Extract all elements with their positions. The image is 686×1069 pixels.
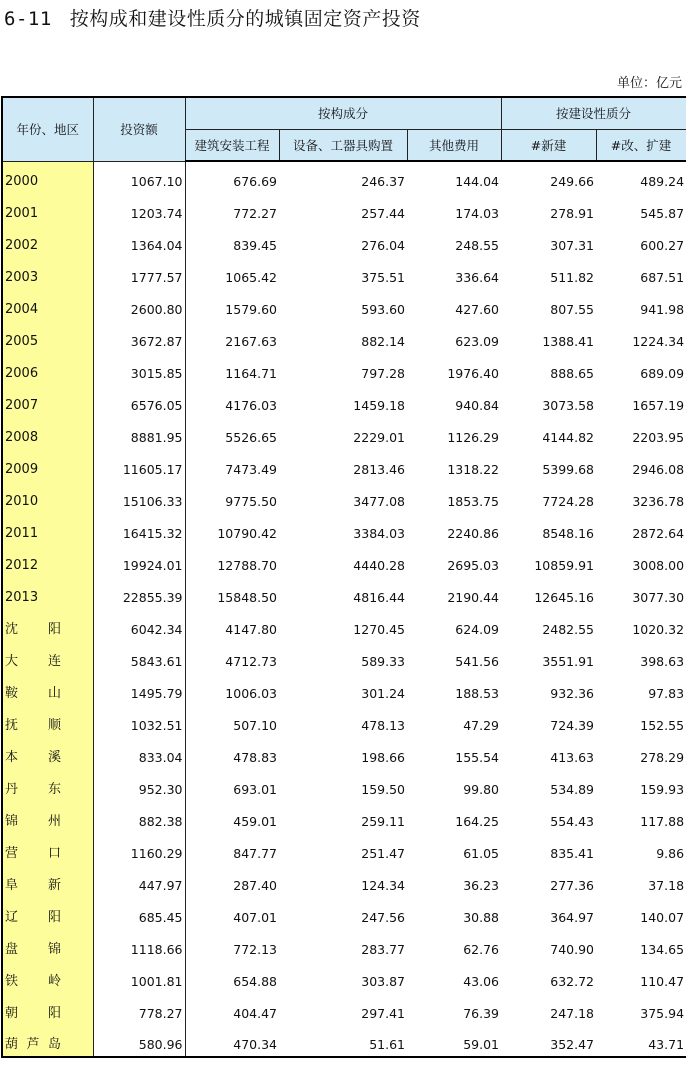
cell-new: 835.41	[550, 846, 595, 861]
cell-investment: 6576.05	[93, 385, 185, 417]
table-row	[2, 289, 686, 321]
cell-renovation: 110.47	[640, 974, 685, 989]
table-row	[2, 929, 686, 961]
cell-other: 164.25	[455, 814, 500, 829]
cell-equipment: 303.87	[361, 974, 405, 989]
table-number: 6-11	[4, 8, 52, 30]
cell-equipment: 51.61	[279, 1025, 407, 1057]
cell-renovation: 159.93	[640, 782, 685, 797]
cell-equipment: 246.37	[361, 174, 405, 189]
cell-other: 1318.22	[447, 462, 500, 477]
header-new: #新建	[501, 129, 596, 161]
cell-equipment: 259.11	[361, 814, 405, 829]
investment-table	[1, 96, 686, 1058]
row-label: 阜 新	[2, 865, 93, 897]
cell-renovation: 3008.00	[632, 558, 685, 573]
cell-investment: 8881.95	[93, 417, 185, 449]
page-title	[4, 4, 421, 31]
cell-new: 1388.41	[542, 334, 595, 349]
cell-equipment: 257.44	[361, 206, 405, 221]
table-row	[2, 449, 686, 481]
cell-new: 413.63	[550, 750, 595, 765]
row-label: 2001	[2, 193, 93, 225]
row-label: 本 溪	[2, 737, 93, 769]
cell-renovation: 97.83	[648, 686, 685, 701]
cell-renovation: 600.27	[640, 238, 685, 253]
cell-other: 61.05	[463, 846, 500, 861]
cell-investment: 685.45	[93, 897, 185, 929]
cell-equipment: 198.66	[361, 750, 405, 765]
cell-other: 1853.75	[447, 494, 500, 509]
cell-construction: 10790.42	[217, 526, 277, 541]
cell-construction: 1006.03	[225, 686, 277, 701]
cell-new: 554.43	[550, 814, 595, 829]
row-label: 大 连	[2, 641, 93, 673]
cell-new: 352.47	[501, 1025, 596, 1057]
cell-investment: 3672.87	[93, 321, 185, 353]
cell-construction: 7473.49	[225, 462, 277, 477]
cell-equipment: 4816.44	[353, 590, 405, 605]
cell-equipment: 283.77	[361, 942, 405, 957]
cell-equipment: 593.60	[361, 302, 405, 317]
cell-new: 724.39	[550, 718, 595, 733]
cell-equipment: 4440.28	[353, 558, 405, 573]
cell-other: 59.01	[407, 1025, 501, 1057]
row-label: 丹 东	[2, 769, 93, 801]
table-row	[2, 801, 686, 833]
row-label: 2000	[2, 161, 93, 193]
row-label: 铁 岭	[2, 961, 93, 993]
cell-renovation: 134.65	[640, 942, 685, 957]
table-row	[2, 577, 686, 609]
table-row	[2, 161, 686, 193]
cell-construction: 478.83	[233, 750, 277, 765]
cell-construction: 1164.71	[225, 366, 277, 381]
cell-new: 364.97	[550, 910, 595, 925]
cell-renovation: 152.55	[640, 718, 685, 733]
cell-construction: 4147.80	[225, 622, 277, 637]
cell-new: 247.18	[550, 1006, 595, 1021]
cell-construction: 693.01	[233, 782, 277, 797]
cell-construction: 407.01	[233, 910, 277, 925]
row-label: 2007	[2, 385, 93, 417]
table-body	[2, 161, 686, 1057]
cell-other: 2190.44	[447, 590, 500, 605]
cell-new: 12645.16	[534, 590, 595, 605]
cell-other: 940.84	[455, 398, 500, 413]
row-label: 2010	[2, 481, 93, 513]
cell-other: 144.04	[455, 174, 500, 189]
cell-new: 511.82	[550, 270, 595, 285]
table-row	[2, 865, 686, 897]
cell-other: 623.09	[455, 334, 500, 349]
cell-investment: 22855.39	[93, 577, 185, 609]
cell-investment: 11605.17	[93, 449, 185, 481]
cell-other: 541.56	[455, 654, 500, 669]
table-row	[2, 481, 686, 513]
cell-construction: 15848.50	[217, 590, 277, 605]
cell-renovation: 1224.34	[632, 334, 685, 349]
cell-renovation: 2872.64	[632, 526, 685, 541]
cell-construction: 1065.42	[225, 270, 277, 285]
row-label: 朝 阳	[2, 993, 93, 1025]
cell-construction: 4712.73	[225, 654, 277, 669]
row-label: 2008	[2, 417, 93, 449]
unit-label: 单位：亿元	[616, 76, 682, 91]
cell-construction: 287.40	[233, 878, 277, 893]
cell-equipment: 297.41	[361, 1006, 405, 1021]
cell-equipment: 589.33	[361, 654, 405, 669]
cell-equipment: 301.24	[361, 686, 405, 701]
header-renovation: #改、扩建	[596, 129, 686, 161]
cell-other: 99.80	[463, 782, 500, 797]
cell-new: 8548.16	[542, 526, 595, 541]
header-by-nature: 按建设性质分	[501, 97, 686, 129]
header-by-composition: 按构成分	[185, 97, 501, 129]
row-label: 2009	[2, 449, 93, 481]
cell-investment: 1495.79	[93, 673, 185, 705]
cell-other: 427.60	[455, 302, 500, 317]
cell-investment: 1032.51	[93, 705, 185, 737]
cell-new: 3073.58	[542, 398, 595, 413]
table-row	[2, 513, 686, 545]
cell-construction: 676.69	[233, 174, 277, 189]
cell-investment: 1364.04	[93, 225, 185, 257]
table-row	[2, 705, 686, 737]
cell-equipment: 375.51	[361, 270, 405, 285]
cell-equipment: 251.47	[361, 846, 405, 861]
cell-construction: 507.10	[233, 718, 277, 733]
cell-new: 4144.82	[542, 430, 595, 445]
cell-investment: 447.97	[93, 865, 185, 897]
cell-new: 278.91	[550, 206, 595, 221]
cell-investment: 1160.29	[93, 833, 185, 865]
row-label: 沈 阳	[2, 609, 93, 641]
cell-renovation: 140.07	[640, 910, 685, 925]
row-label: 盘 锦	[2, 929, 93, 961]
cell-investment: 833.04	[93, 737, 185, 769]
row-label: 辽 阳	[2, 897, 93, 929]
cell-construction: 459.01	[233, 814, 277, 829]
cell-renovation: 278.29	[640, 750, 685, 765]
header-equipment: 设备、工器具购置	[279, 129, 407, 161]
table-row	[2, 737, 686, 769]
cell-new: 2482.55	[542, 622, 595, 637]
row-label: 2012	[2, 545, 93, 577]
cell-other: 174.03	[455, 206, 500, 221]
table-row	[2, 609, 686, 641]
cell-construction: 404.47	[233, 1006, 277, 1021]
row-label: 鞍 山	[2, 673, 93, 705]
cell-renovation: 941.98	[640, 302, 685, 317]
row-label: 2003	[2, 257, 93, 289]
row-label: 锦 州	[2, 801, 93, 833]
header-year-region: 年份、地区	[2, 97, 93, 161]
cell-investment: 2600.80	[93, 289, 185, 321]
cell-other: 76.39	[463, 1006, 500, 1021]
cell-new: 888.65	[550, 366, 595, 381]
cell-new: 307.31	[550, 238, 595, 253]
cell-other: 155.54	[455, 750, 500, 765]
cell-other: 2240.86	[447, 526, 500, 541]
cell-construction: 847.77	[233, 846, 277, 861]
header-construction: 建筑安装工程	[185, 129, 279, 161]
cell-new: 740.90	[550, 942, 595, 957]
cell-equipment: 159.50	[361, 782, 405, 797]
cell-renovation: 489.24	[640, 174, 685, 189]
cell-other: 1976.40	[447, 366, 500, 381]
cell-equipment: 124.34	[361, 878, 405, 893]
table-row	[2, 353, 686, 385]
row-label: 葫 芦 岛	[2, 1025, 93, 1057]
cell-construction: 654.88	[233, 974, 277, 989]
cell-new: 7724.28	[542, 494, 595, 509]
cell-investment: 1777.57	[93, 257, 185, 289]
cell-construction: 9775.50	[225, 494, 277, 509]
cell-renovation: 545.87	[640, 206, 685, 221]
cell-equipment: 478.13	[361, 718, 405, 733]
cell-investment: 19924.01	[93, 545, 185, 577]
cell-construction: 470.34	[185, 1025, 279, 1057]
cell-equipment: 247.56	[361, 910, 405, 925]
table-row	[2, 545, 686, 577]
table-row	[2, 225, 686, 257]
cell-other: 188.53	[455, 686, 500, 701]
cell-equipment: 1270.45	[353, 622, 405, 637]
table-row	[2, 961, 686, 993]
cell-construction: 772.27	[233, 206, 277, 221]
row-label: 2004	[2, 289, 93, 321]
cell-equipment: 882.14	[361, 334, 405, 349]
table-row	[2, 769, 686, 801]
header-investment: 投资额	[93, 97, 185, 161]
cell-investment: 778.27	[93, 993, 185, 1025]
cell-new: 277.36	[550, 878, 595, 893]
cell-new: 534.89	[550, 782, 595, 797]
cell-renovation: 117.88	[640, 814, 685, 829]
cell-renovation: 3236.78	[632, 494, 685, 509]
table-row	[2, 417, 686, 449]
row-label: 2013	[2, 577, 93, 609]
header-other: 其他费用	[407, 129, 501, 161]
cell-investment: 16415.32	[93, 513, 185, 545]
row-label: 2002	[2, 225, 93, 257]
cell-renovation: 1020.32	[632, 622, 685, 637]
table-row	[2, 897, 686, 929]
cell-construction: 839.45	[233, 238, 277, 253]
cell-new: 10859.91	[534, 558, 595, 573]
cell-new: 807.55	[550, 302, 595, 317]
cell-equipment: 1459.18	[353, 398, 405, 413]
cell-renovation: 398.63	[640, 654, 685, 669]
cell-investment: 882.38	[93, 801, 185, 833]
cell-other: 1126.29	[447, 430, 500, 445]
cell-renovation: 2946.08	[632, 462, 685, 477]
cell-other: 248.55	[455, 238, 500, 253]
cell-renovation: 689.09	[640, 366, 685, 381]
cell-construction: 5526.65	[225, 430, 277, 445]
cell-investment: 5843.61	[93, 641, 185, 673]
cell-investment: 580.96	[93, 1025, 185, 1057]
cell-investment: 6042.34	[93, 609, 185, 641]
cell-investment: 1118.66	[93, 929, 185, 961]
cell-investment: 15106.33	[93, 481, 185, 513]
table-row	[2, 833, 686, 865]
cell-construction: 772.13	[233, 942, 277, 957]
cell-investment: 1203.74	[93, 193, 185, 225]
table-row	[2, 321, 686, 353]
cell-equipment: 797.28	[361, 366, 405, 381]
cell-renovation: 375.94	[640, 1006, 685, 1021]
cell-new: 632.72	[550, 974, 595, 989]
cell-investment: 1001.81	[93, 961, 185, 993]
cell-equipment: 2813.46	[353, 462, 405, 477]
table-title: 按构成和建设性质分的城镇固定资产投资	[69, 8, 421, 30]
cell-other: 336.64	[455, 270, 500, 285]
row-label: 2006	[2, 353, 93, 385]
cell-equipment: 3384.03	[353, 526, 405, 541]
cell-renovation: 687.51	[640, 270, 685, 285]
cell-construction: 4176.03	[225, 398, 277, 413]
cell-renovation: 9.86	[656, 846, 685, 861]
cell-construction: 12788.70	[217, 558, 277, 573]
cell-renovation: 1657.19	[632, 398, 685, 413]
table-row	[2, 993, 686, 1025]
table-row	[2, 385, 686, 417]
row-label: 营 口	[2, 833, 93, 865]
cell-other: 30.88	[463, 910, 500, 925]
table-row	[2, 641, 686, 673]
cell-investment: 3015.85	[93, 353, 185, 385]
cell-other: 2695.03	[447, 558, 500, 573]
table-row	[2, 1025, 686, 1057]
cell-other: 62.76	[463, 942, 500, 957]
cell-new: 5399.68	[542, 462, 595, 477]
cell-equipment: 2229.01	[353, 430, 405, 445]
row-label: 抚 顺	[2, 705, 93, 737]
row-label: 2005	[2, 321, 93, 353]
cell-new: 3551.91	[542, 654, 595, 669]
cell-construction: 2167.63	[225, 334, 277, 349]
cell-investment: 1067.10	[93, 161, 185, 193]
cell-investment: 952.30	[93, 769, 185, 801]
cell-other: 624.09	[455, 622, 500, 637]
cell-new: 932.36	[550, 686, 595, 701]
cell-new: 249.66	[550, 174, 595, 189]
table-row	[2, 673, 686, 705]
row-label: 2011	[2, 513, 93, 545]
cell-equipment: 276.04	[361, 238, 405, 253]
table-row	[2, 193, 686, 225]
table-row	[2, 257, 686, 289]
cell-renovation: 2203.95	[632, 430, 685, 445]
cell-renovation: 3077.30	[632, 590, 685, 605]
cell-renovation: 43.71	[596, 1025, 686, 1057]
cell-renovation: 37.18	[648, 878, 685, 893]
cell-other: 43.06	[463, 974, 500, 989]
cell-equipment: 3477.08	[353, 494, 405, 509]
cell-other: 47.29	[463, 718, 500, 733]
cell-construction: 1579.60	[225, 302, 277, 317]
cell-other: 36.23	[463, 878, 500, 893]
